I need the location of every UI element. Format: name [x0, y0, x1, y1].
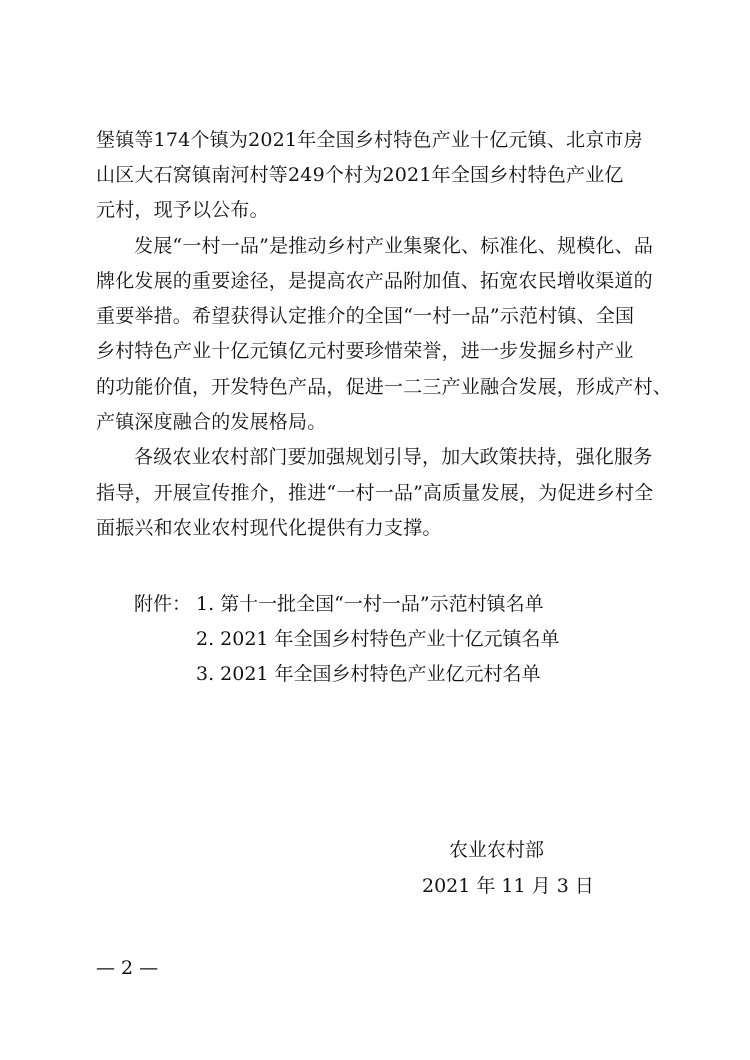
- attachment-item: 2. 2021 年全国乡村特色产业十亿元镇名单: [196, 628, 560, 650]
- body-line: 元村，现予以公布。: [96, 199, 269, 221]
- body-line: 牌化发展的重要途径，是提高农产品附加值、拓宽农民增收渠道的: [96, 270, 653, 292]
- body-line: 面振兴和农业农村现代化提供有力支撑。: [96, 517, 442, 539]
- page-number: — 2 —: [96, 957, 159, 979]
- signature-date: 2021 年 11 月 3 日: [422, 875, 594, 897]
- attachment-item: 1. 第十一批全国“一村一品”示范村镇名单: [196, 593, 544, 615]
- attachments-label: 附件：: [134, 593, 192, 615]
- body-line: 重要举措。希望获得认定推介的全国“一村一品”示范村镇、全国: [96, 305, 635, 327]
- body-line: 的功能价值，开发特色产品，促进一二三产业融合发展，形成产村、: [96, 376, 673, 398]
- body-line: 山区大石窝镇南河村等249个村为2021年全国乡村特色产业亿: [96, 164, 624, 186]
- signature-org: 农业农村部: [449, 839, 545, 861]
- body-line: 乡村特色产业十亿元镇亿元村要珍惜荣誉，进一步发掘乡村产业: [96, 340, 634, 362]
- attachment-item: 3. 2021 年全国乡村特色产业亿元村名单: [196, 663, 541, 685]
- body-line: 发展“一村一品”是推动乡村产业集聚化、标准化、规模化、品: [134, 235, 654, 257]
- body-line: 堡镇等174个镇为2021年全国乡村特色产业十亿元镇、北京市房: [96, 129, 643, 151]
- body-line: 产镇深度融合的发展格局。: [96, 411, 327, 433]
- body-line: 各级农业农村部门要加强规划引导，加大政策扶持，强化服务: [134, 446, 653, 468]
- body-line: 指导，开展宣传推介，推进“一村一品”高质量发展，为促进乡村全: [96, 482, 654, 504]
